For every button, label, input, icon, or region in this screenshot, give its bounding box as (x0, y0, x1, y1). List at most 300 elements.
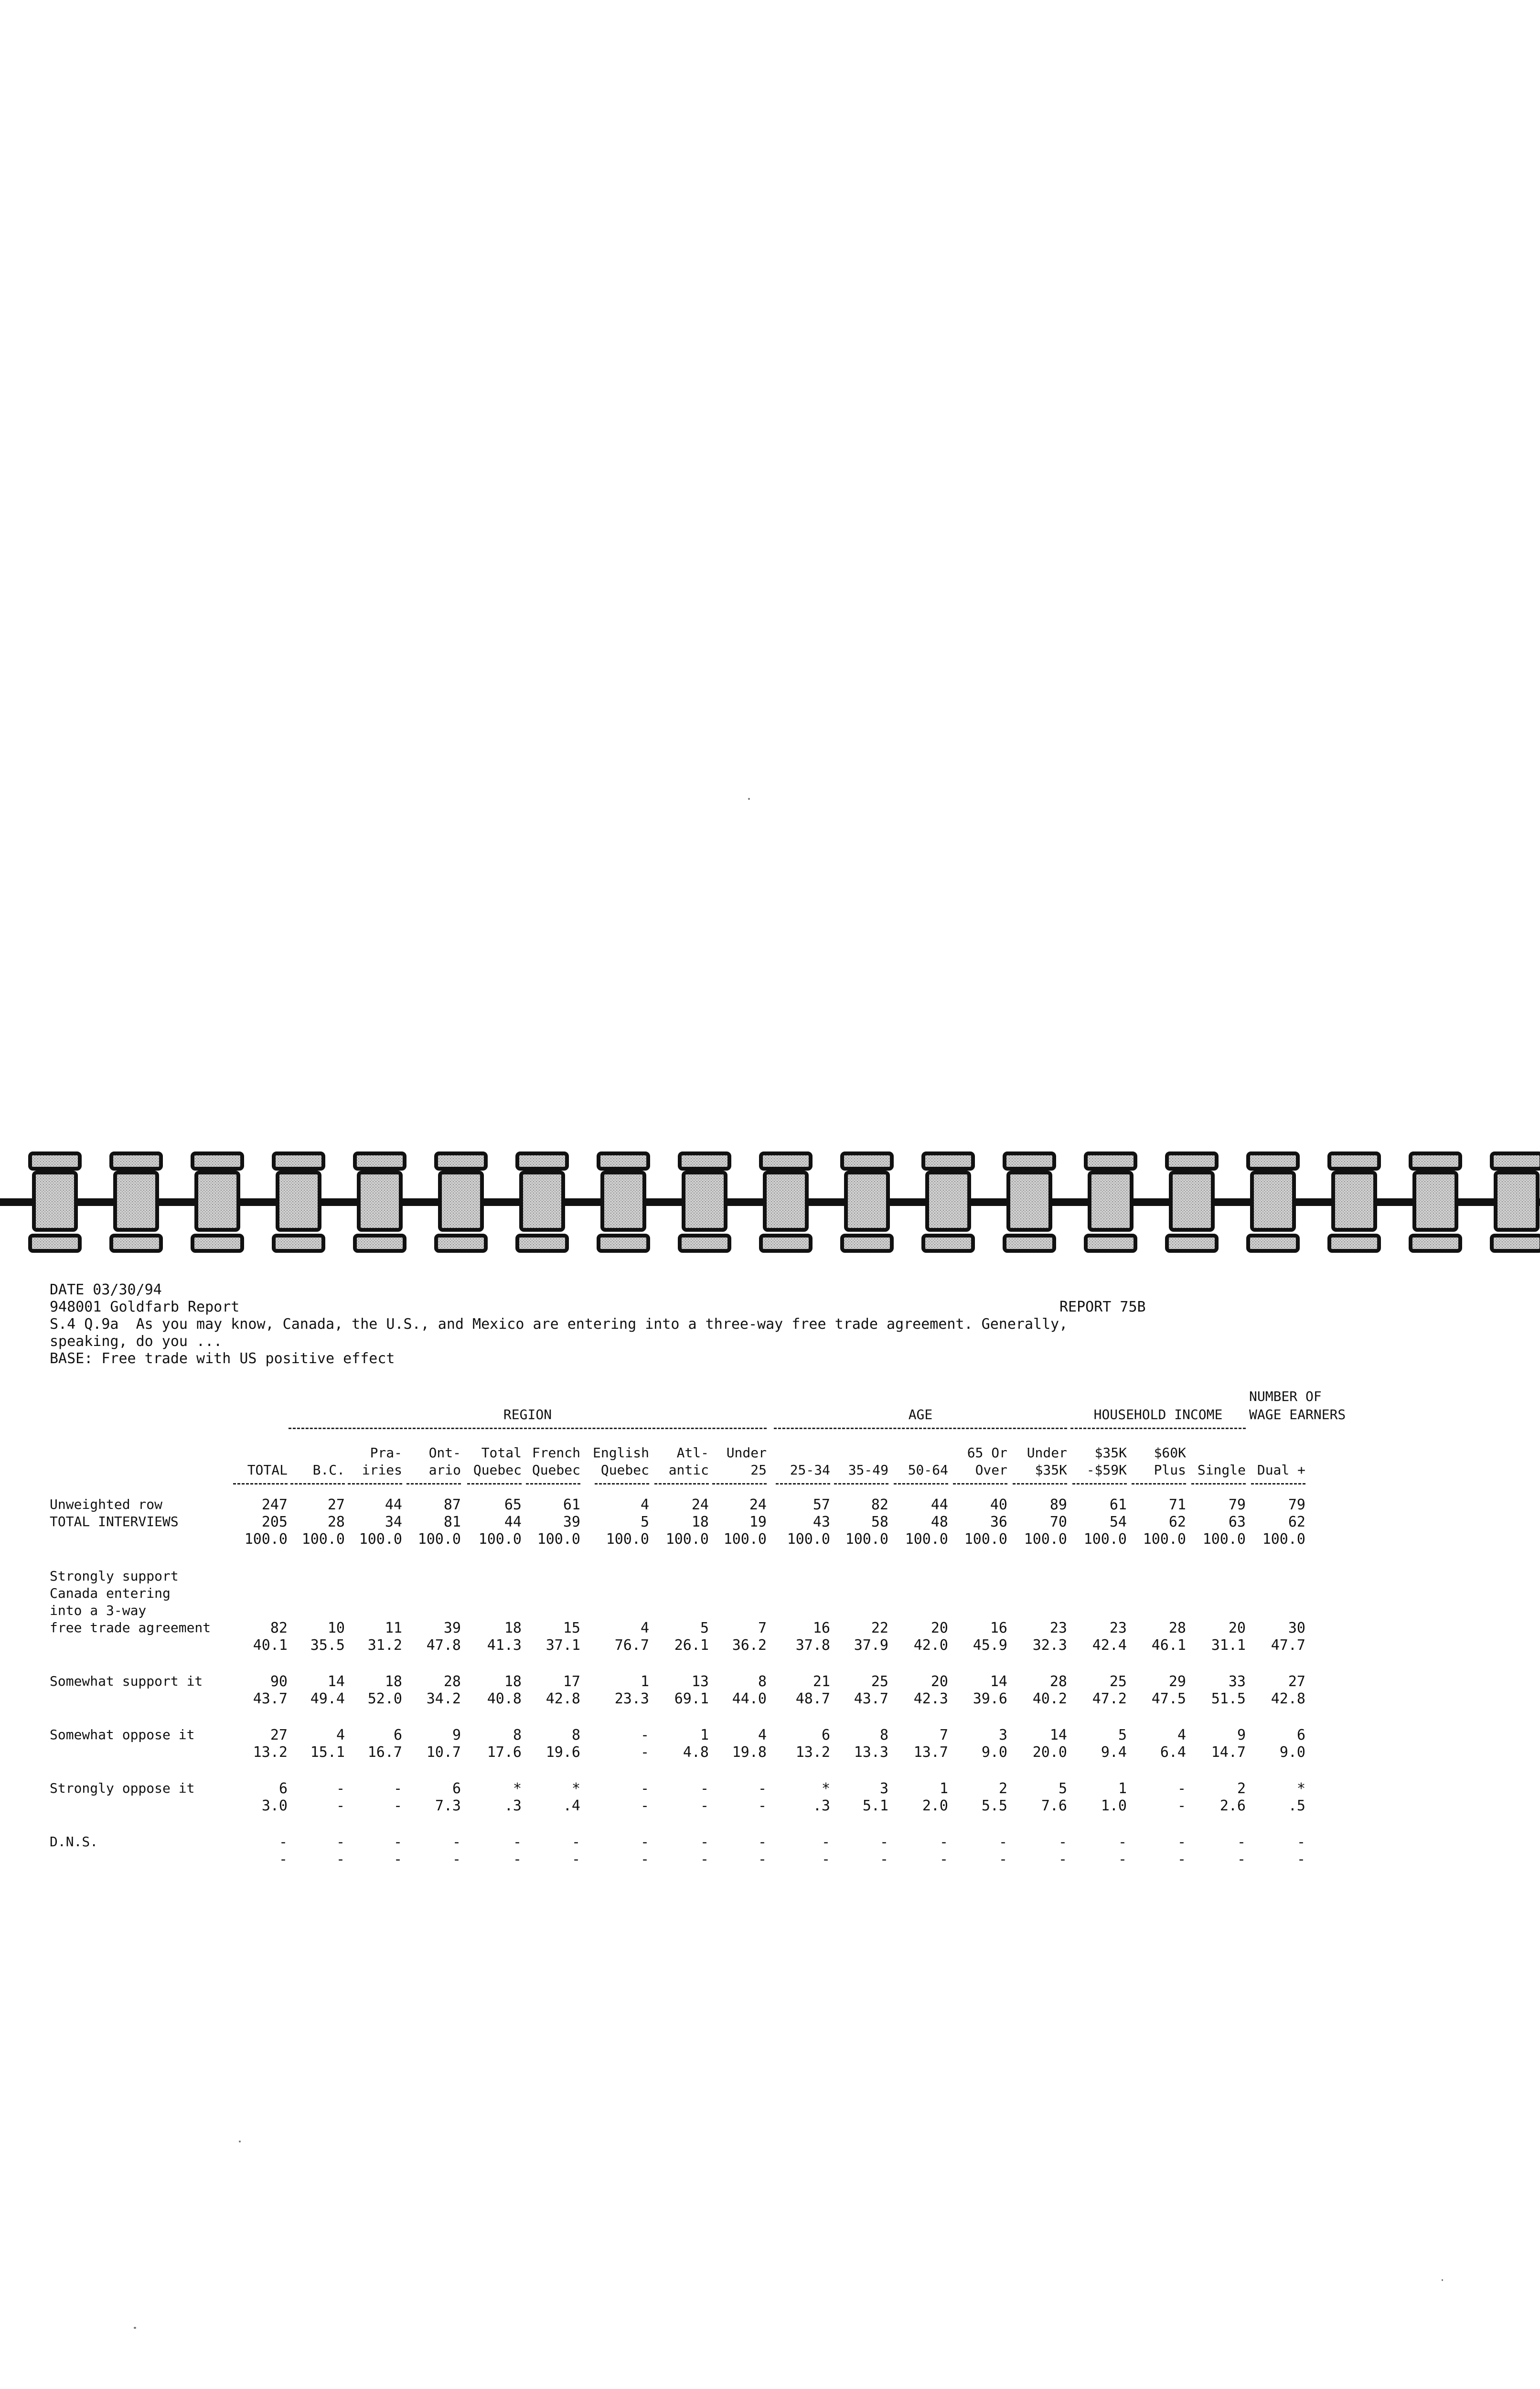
percent-cell: 48.7 (795, 1690, 830, 1707)
count-cell: 33 (1228, 1673, 1246, 1690)
percent-cell: 42.4 (1092, 1637, 1127, 1654)
percent-cell: 100.0 (905, 1531, 948, 1548)
count-cell: 79 (1228, 1496, 1246, 1513)
percent-cell: - (1296, 1851, 1305, 1868)
percent-cell: 16.7 (367, 1744, 402, 1761)
count-cell: 8 (571, 1727, 580, 1743)
row-label-strongly_support: free trade agreement (50, 1620, 211, 1636)
count-cell: - (393, 1834, 402, 1851)
column-underline (712, 1483, 767, 1485)
percent-cell: 41.3 (487, 1637, 522, 1654)
group-divider-region (289, 1428, 767, 1429)
column-heading-line1: Under (1027, 1445, 1067, 1461)
percent-cell: 35.5 (310, 1637, 345, 1654)
percent-cell: 100.0 (723, 1531, 767, 1548)
count-cell: 20 (930, 1673, 948, 1690)
count-cell: 2 (998, 1780, 1007, 1797)
percent-cell: - (1177, 1797, 1186, 1814)
count-cell: 5 (1058, 1780, 1067, 1797)
count-cell: - (700, 1834, 709, 1851)
binding-ring (761, 1153, 811, 1251)
percent-cell: 47.7 (1271, 1637, 1305, 1654)
count-cell: 57 (813, 1496, 830, 1513)
percent-cell: 37.1 (545, 1637, 580, 1654)
count-cell: - (879, 1834, 888, 1851)
percent-cell: 100.0 (1024, 1531, 1067, 1548)
column-underline (894, 1483, 948, 1485)
binding-ring (1411, 1153, 1460, 1251)
count-cell: 23 (1109, 1620, 1127, 1636)
count-cell: 1 (640, 1673, 649, 1690)
count-cell: 87 (443, 1496, 461, 1513)
count-cell: - (513, 1834, 522, 1851)
column-heading-line1: 65 Or (967, 1445, 1007, 1461)
count-cell: 44 (930, 1496, 948, 1513)
group-divider-income (1070, 1428, 1246, 1429)
percent-cell: 19.6 (545, 1744, 580, 1761)
percent-cell: 20.0 (1032, 1744, 1067, 1761)
percent-cell: .3 (813, 1797, 830, 1814)
percent-cell: .5 (1288, 1797, 1305, 1814)
binding-ring (1329, 1153, 1379, 1251)
percent-cell: 69.1 (674, 1690, 709, 1707)
percent-cell: - (1118, 1851, 1127, 1868)
percent-cell: 32.3 (1032, 1637, 1067, 1654)
count-cell: 6 (821, 1727, 830, 1743)
count-cell: 18 (691, 1514, 709, 1530)
count-cell: - (700, 1780, 709, 1797)
percent-cell: - (513, 1851, 522, 1868)
percent-cell: 100.0 (478, 1531, 522, 1548)
column-heading-line1: Atl- (676, 1445, 709, 1461)
count-cell: 5 (700, 1620, 709, 1636)
count-cell: - (758, 1780, 767, 1797)
percent-cell: 5.5 (981, 1797, 1007, 1814)
percent-cell: 7.6 (1041, 1797, 1067, 1814)
base-description: BASE: Free trade with US positive effect (50, 1350, 395, 1367)
count-cell: 14 (1049, 1727, 1067, 1743)
percent-cell: 52.0 (367, 1690, 402, 1707)
count-cell: 39 (443, 1620, 461, 1636)
binding-ring (923, 1153, 973, 1251)
binding-ring (1492, 1153, 1540, 1251)
percent-cell: - (758, 1851, 767, 1868)
percent-cell: 40.2 (1032, 1690, 1067, 1707)
percent-cell: - (278, 1851, 288, 1868)
count-cell: 44 (504, 1514, 522, 1530)
percent-cell: 100.0 (665, 1531, 709, 1548)
count-cell: 3 (998, 1727, 1007, 1743)
row-label-strongly_support: Canada entering (50, 1585, 171, 1601)
percent-cell: 7.3 (435, 1797, 461, 1814)
percent-cell: - (393, 1797, 402, 1814)
count-cell: 5 (1118, 1727, 1127, 1743)
count-cell: - (1058, 1834, 1067, 1851)
row-label-strongly_support: into a 3-way (50, 1603, 147, 1618)
percent-cell: 37.9 (854, 1637, 888, 1654)
percent-cell: - (640, 1744, 649, 1761)
row-label-total: TOTAL INTERVIEWS (50, 1514, 179, 1529)
percent-cell: 2.0 (922, 1797, 948, 1814)
percent-cell: 47.8 (426, 1637, 461, 1654)
count-cell: 28 (443, 1673, 461, 1690)
count-cell: 65 (504, 1496, 522, 1513)
count-cell: 15 (563, 1620, 580, 1636)
count-cell: 70 (1049, 1514, 1067, 1530)
count-cell: 22 (871, 1620, 888, 1636)
count-cell: 7 (939, 1727, 948, 1743)
percent-cell: 100.0 (1262, 1531, 1305, 1548)
count-cell: 205 (261, 1514, 288, 1530)
column-underline (290, 1483, 345, 1485)
count-cell: 18 (385, 1673, 402, 1690)
count-cell: 6 (452, 1780, 461, 1797)
percent-cell: 44.0 (732, 1690, 767, 1707)
count-cell: 39 (563, 1514, 580, 1530)
column-heading: TOTAL (247, 1462, 288, 1478)
percent-cell: 2.6 (1219, 1797, 1246, 1814)
count-cell: 30 (1288, 1620, 1305, 1636)
percent-cell: 4.8 (683, 1744, 709, 1761)
percent-cell: 9.0 (981, 1744, 1007, 1761)
percent-cell: - (571, 1851, 580, 1868)
count-cell: 71 (1168, 1496, 1186, 1513)
column-heading-line1: Total (481, 1445, 522, 1461)
column-underline (595, 1483, 649, 1485)
percent-cell: 3.0 (261, 1797, 288, 1814)
row-label-strongly_support: Strongly support (50, 1568, 179, 1584)
column-heading-line1: Ont- (428, 1445, 461, 1461)
percent-cell: 100.0 (1202, 1531, 1246, 1548)
percent-cell: - (640, 1797, 649, 1814)
count-cell: * (821, 1780, 830, 1797)
count-cell: * (513, 1780, 522, 1797)
row-label-somewhat_support: Somewhat support it (50, 1673, 203, 1689)
percent-cell: 47.5 (1151, 1690, 1186, 1707)
percent-cell: 42.0 (913, 1637, 948, 1654)
count-cell: 27 (1288, 1673, 1305, 1690)
count-cell: 16 (813, 1620, 830, 1636)
count-cell: 8 (879, 1727, 888, 1743)
count-cell: 9 (452, 1727, 461, 1743)
count-cell: 27 (327, 1496, 345, 1513)
percent-cell: 39.6 (973, 1690, 1007, 1707)
percent-cell: 40.1 (253, 1637, 288, 1654)
column-heading: Over (975, 1462, 1007, 1478)
percent-cell: - (998, 1851, 1007, 1868)
binding-ring (680, 1153, 729, 1251)
count-cell: 29 (1168, 1673, 1186, 1690)
count-cell: 81 (443, 1514, 461, 1530)
count-cell: 3 (879, 1780, 888, 1797)
binding-ring (1086, 1153, 1135, 1251)
count-cell: 13 (691, 1673, 709, 1690)
row-label-strongly_oppose: Strongly oppose it (50, 1780, 195, 1796)
count-cell: 28 (1168, 1620, 1186, 1636)
percent-cell: 15.1 (310, 1744, 345, 1761)
count-cell: 36 (990, 1514, 1007, 1530)
count-cell: 24 (749, 1496, 767, 1513)
spiral-binding (0, 1147, 1540, 1261)
percent-cell: 13.7 (913, 1744, 948, 1761)
column-heading: Quebec (532, 1462, 580, 1478)
column-underline (776, 1483, 830, 1485)
percent-cell: 100.0 (1143, 1531, 1186, 1548)
percent-cell: 26.1 (674, 1637, 709, 1654)
percent-cell: 13.2 (795, 1744, 830, 1761)
count-cell: 61 (563, 1496, 580, 1513)
percent-cell: 9.4 (1101, 1744, 1127, 1761)
group-heading-income: HOUSEHOLD INCOME (1093, 1407, 1223, 1422)
percent-cell: - (640, 1851, 649, 1868)
percent-cell: 100.0 (537, 1531, 580, 1548)
count-cell: 8 (758, 1673, 767, 1690)
column-underline (526, 1483, 580, 1485)
percent-cell: 47.2 (1092, 1690, 1127, 1707)
column-heading-line1: French (532, 1445, 580, 1461)
column-heading: 25 (750, 1462, 767, 1478)
percent-cell: 42.8 (1271, 1690, 1305, 1707)
binding-ring (436, 1153, 486, 1251)
scan-speck (1442, 2279, 1443, 2281)
binding-ring (842, 1153, 892, 1251)
binding-ring (355, 1153, 405, 1251)
count-cell: - (758, 1834, 767, 1851)
percent-cell: 34.2 (426, 1690, 461, 1707)
column-heading: antic (668, 1462, 709, 1478)
count-cell: 10 (327, 1620, 345, 1636)
percent-cell: 100.0 (301, 1531, 345, 1548)
count-cell: 79 (1288, 1496, 1305, 1513)
percent-cell: 100.0 (244, 1531, 288, 1548)
column-heading: Single (1197, 1462, 1246, 1478)
count-cell: - (571, 1834, 580, 1851)
count-cell: 4 (758, 1727, 767, 1743)
count-cell: - (640, 1834, 649, 1851)
percent-cell: 100.0 (845, 1531, 888, 1548)
count-cell: 23 (1049, 1620, 1067, 1636)
percent-cell: .4 (563, 1797, 580, 1814)
question-text-line-1: S.4 Q.9a As you may know, Canada, the U.S., and Mexico are entering into a three-way free trade agreement. Generally, (50, 1316, 1068, 1333)
count-cell: 43 (813, 1514, 830, 1530)
count-cell: 54 (1109, 1514, 1127, 1530)
percent-cell: - (1058, 1851, 1067, 1868)
percent-cell: 17.6 (487, 1744, 522, 1761)
percent-cell: 31.1 (1211, 1637, 1246, 1654)
count-cell: 62 (1168, 1514, 1186, 1530)
count-cell: 1 (700, 1727, 709, 1743)
count-cell: - (336, 1834, 345, 1851)
count-cell: - (821, 1834, 830, 1851)
count-cell: - (278, 1834, 288, 1851)
column-heading-line1: Pra- (370, 1445, 402, 1461)
percent-cell: - (758, 1797, 767, 1814)
percent-cell: - (336, 1797, 345, 1814)
count-cell: 5 (640, 1514, 649, 1530)
count-cell: * (571, 1780, 580, 1797)
count-cell: 4 (640, 1496, 649, 1513)
percent-cell: 42.3 (913, 1690, 948, 1707)
percent-cell: 100.0 (787, 1531, 830, 1548)
count-cell: 6 (1296, 1727, 1305, 1743)
count-cell: 1 (939, 1780, 948, 1797)
column-underline (953, 1483, 1007, 1485)
percent-cell: - (452, 1851, 461, 1868)
count-cell: 61 (1109, 1496, 1127, 1513)
count-cell: - (1177, 1834, 1186, 1851)
count-cell: 48 (930, 1514, 948, 1530)
percent-cell: 36.2 (732, 1637, 767, 1654)
count-cell: - (393, 1780, 402, 1797)
percent-cell: 100.0 (964, 1531, 1007, 1548)
count-cell: 6 (278, 1780, 288, 1797)
row-label-unweighted: Unweighted row (50, 1496, 163, 1512)
percent-cell: 100.0 (359, 1531, 402, 1548)
report-title: 948001 Goldfarb Report (50, 1299, 240, 1315)
count-cell: * (1296, 1780, 1305, 1797)
count-cell: 82 (270, 1620, 288, 1636)
percent-cell: 5.1 (862, 1797, 888, 1814)
count-cell: 82 (871, 1496, 888, 1513)
binding-ring (1167, 1153, 1217, 1251)
count-cell: - (1296, 1834, 1305, 1851)
column-heading: B.C. (312, 1462, 345, 1478)
column-heading: Quebec (473, 1462, 522, 1478)
count-cell: - (1118, 1834, 1127, 1851)
column-underline (233, 1483, 288, 1485)
column-heading: -$59K (1086, 1462, 1127, 1478)
percent-cell: 100.0 (606, 1531, 649, 1548)
percent-cell: - (1237, 1851, 1246, 1868)
group-heading-region: REGION (503, 1407, 552, 1422)
group-heading-wage: NUMBER OF (1249, 1388, 1322, 1404)
count-cell: 25 (871, 1673, 888, 1690)
column-heading: $35K (1035, 1462, 1067, 1478)
count-cell: 90 (270, 1673, 288, 1690)
column-underline (1072, 1483, 1127, 1485)
count-cell: - (939, 1834, 948, 1851)
percent-cell: - (821, 1851, 830, 1868)
count-cell: 34 (385, 1514, 402, 1530)
scan-speck (134, 2327, 136, 2329)
column-heading: 35-49 (848, 1462, 888, 1478)
percent-cell: 19.8 (732, 1744, 767, 1761)
count-cell: 17 (563, 1673, 580, 1690)
count-cell: - (452, 1834, 461, 1851)
percent-cell: 40.8 (487, 1690, 522, 1707)
count-cell: 63 (1228, 1514, 1246, 1530)
count-cell: - (1237, 1834, 1246, 1851)
percent-cell: .3 (504, 1797, 522, 1814)
column-heading: iries (362, 1462, 402, 1478)
percent-cell: 100.0 (417, 1531, 461, 1548)
group-heading-age: AGE (908, 1407, 933, 1422)
row-label-dns: D.N.S. (50, 1834, 98, 1850)
count-cell: 16 (990, 1620, 1007, 1636)
binding-ring (111, 1153, 161, 1251)
column-underline (406, 1483, 461, 1485)
count-cell: 25 (1109, 1673, 1127, 1690)
count-cell: 21 (813, 1673, 830, 1690)
percent-cell: - (1177, 1851, 1186, 1868)
binding-ring (274, 1153, 323, 1251)
count-cell: 28 (1049, 1673, 1067, 1690)
group-heading-wage: WAGE EARNERS (1249, 1407, 1346, 1422)
scan-speck (748, 798, 750, 800)
count-cell: - (998, 1834, 1007, 1851)
percent-cell: 49.4 (310, 1690, 345, 1707)
column-underline (1013, 1483, 1067, 1485)
percent-cell: 13.2 (253, 1744, 288, 1761)
row-label-somewhat_oppose: Somewhat oppose it (50, 1727, 195, 1743)
report-date: DATE 03/30/94 (50, 1281, 162, 1298)
count-cell: 28 (327, 1514, 345, 1530)
percent-cell: 100.0 (1083, 1531, 1127, 1548)
count-cell: 62 (1288, 1514, 1305, 1530)
count-cell: 7 (758, 1620, 767, 1636)
count-cell: 19 (749, 1514, 767, 1530)
percent-cell: 46.1 (1151, 1637, 1186, 1654)
count-cell: 14 (327, 1673, 345, 1690)
percent-cell: - (336, 1851, 345, 1868)
percent-cell: 6.4 (1160, 1744, 1186, 1761)
percent-cell: 43.7 (253, 1690, 288, 1707)
column-heading-line1: English (592, 1445, 649, 1461)
group-divider-age (774, 1428, 1067, 1429)
count-cell: 58 (871, 1514, 888, 1530)
scan-speck (239, 2141, 241, 2142)
binding-ring (192, 1153, 242, 1251)
percent-cell: 51.5 (1211, 1690, 1246, 1707)
count-cell: 27 (270, 1727, 288, 1743)
count-cell: - (640, 1780, 649, 1797)
column-heading: ario (428, 1462, 461, 1478)
column-heading-line1: $35K (1094, 1445, 1127, 1461)
percent-cell: 45.9 (973, 1637, 1007, 1654)
count-cell: 20 (930, 1620, 948, 1636)
report-number: REPORT 75B (1059, 1299, 1146, 1315)
count-cell: 247 (261, 1496, 288, 1513)
count-cell: 44 (385, 1496, 402, 1513)
percent-cell: - (700, 1851, 709, 1868)
count-cell: 6 (393, 1727, 402, 1743)
binding-ring (599, 1153, 648, 1251)
percent-cell: 31.2 (367, 1637, 402, 1654)
column-heading: Quebec (600, 1462, 649, 1478)
count-cell: 20 (1228, 1620, 1246, 1636)
question-text-line-2: speaking, do you ... (50, 1333, 223, 1350)
count-cell: - (1177, 1780, 1186, 1797)
column-underline (1191, 1483, 1246, 1485)
binding-ring (1005, 1153, 1054, 1251)
count-cell: 9 (1237, 1727, 1246, 1743)
percent-cell: 43.7 (854, 1690, 888, 1707)
count-cell: 8 (513, 1727, 522, 1743)
binding-ring (1248, 1153, 1298, 1251)
count-cell: 11 (385, 1620, 402, 1636)
column-underline (348, 1483, 402, 1485)
percent-cell: 9.0 (1279, 1744, 1305, 1761)
percent-cell: 1.0 (1101, 1797, 1127, 1814)
percent-cell: - (393, 1851, 402, 1868)
percent-cell: 76.7 (614, 1637, 649, 1654)
percent-cell: 13.3 (854, 1744, 888, 1761)
percent-cell: 10.7 (426, 1744, 461, 1761)
column-heading: Plus (1154, 1462, 1186, 1478)
column-underline (654, 1483, 709, 1485)
count-cell: 40 (990, 1496, 1007, 1513)
count-cell: 4 (1177, 1727, 1186, 1743)
